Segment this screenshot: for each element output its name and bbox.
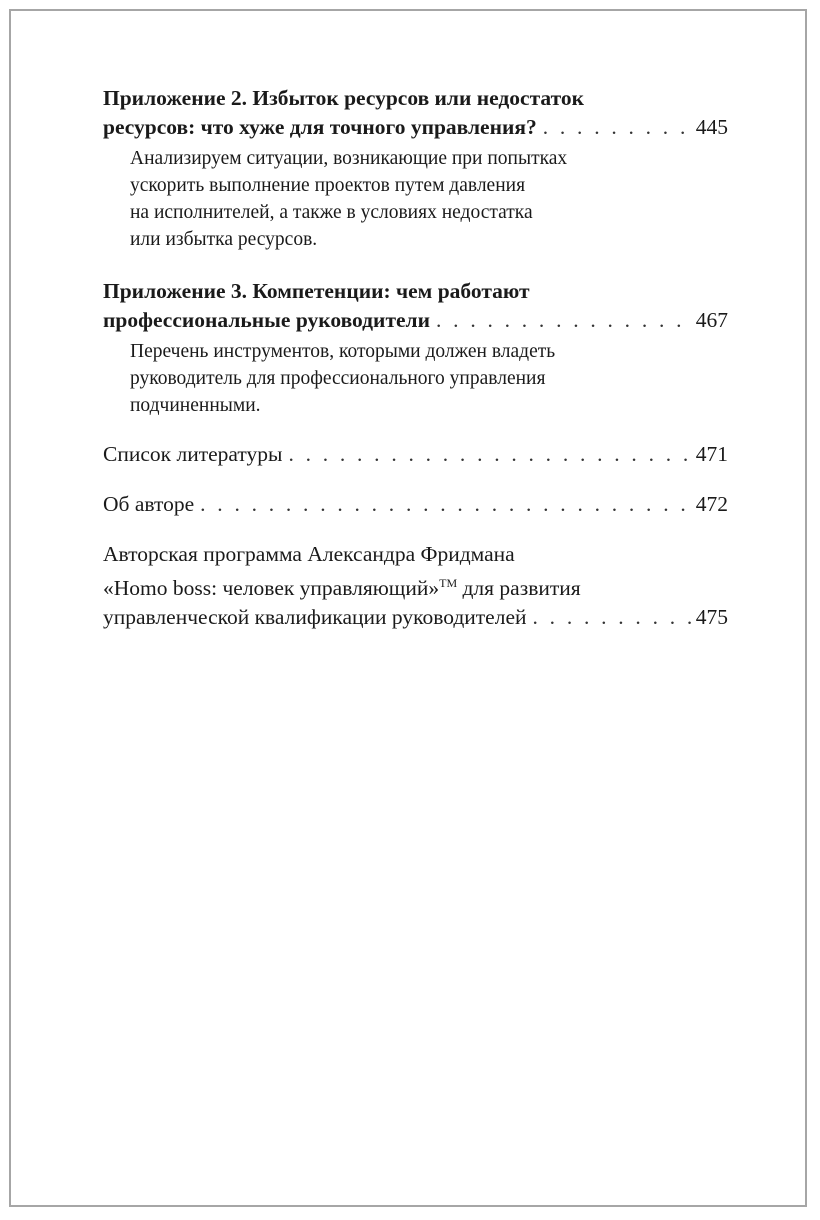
toc-entry-title: Приложение 3. Компетенции: чем работают [103, 279, 530, 303]
page-number: 471 [695, 442, 728, 466]
toc-entry-bibliography[interactable] [103, 440, 728, 469]
trademark-sign: TM [439, 576, 458, 590]
toc-entry-title-last-line [103, 440, 728, 469]
program-name: «Homo boss: человек управляющий» [103, 576, 440, 600]
toc-entry-title-line-2 [103, 569, 728, 603]
dot-leader [533, 603, 692, 632]
dot-leader [543, 113, 692, 142]
dot-leader [436, 306, 692, 335]
toc-entry-description [130, 145, 728, 253]
toc-entry-appendix-2[interactable] [103, 84, 728, 253]
toc-entry-title-last-line [103, 306, 728, 335]
toc-entry-title: управленческой квалификации руководителей [103, 605, 527, 629]
toc-entry-title: Список литературы [103, 442, 283, 466]
page-number: 445 [695, 115, 728, 139]
page-number: 475 [695, 605, 728, 629]
dot-leader [200, 490, 692, 519]
description-line: подчиненными. [130, 395, 261, 416]
dot-leader [288, 440, 691, 469]
toc-entry-title-last-line [103, 603, 728, 632]
toc-entry-title-last-line [103, 490, 728, 519]
description-line: ускорить выполнение проектов путем давления [130, 175, 526, 196]
description-line: на исполнителей, а также в условиях недостатка [130, 202, 533, 223]
toc-entry-title-last-line [103, 113, 728, 142]
description-line: Перечень инструментов, которыми должен владеть [130, 341, 556, 362]
description-line: Анализируем ситуации, возникающие при попытках [130, 148, 568, 169]
page-number: 472 [695, 492, 728, 516]
table-of-contents [103, 84, 728, 632]
toc-entry-title: профессиональные руководители [103, 308, 431, 332]
toc-entry-title: Об авторе [103, 492, 195, 516]
program-purpose: для развития [462, 576, 581, 600]
description-line: руководитель для профессионального управления [130, 368, 546, 389]
toc-entry-appendix-3[interactable] [103, 277, 728, 419]
toc-entry-author-program[interactable] [103, 540, 728, 632]
description-line: или избытка ресурсов. [130, 229, 318, 250]
toc-entry-description [130, 338, 728, 419]
page-number: 467 [695, 308, 728, 332]
toc-entry-title: Авторская программа Александра Фридмана [103, 542, 515, 566]
toc-entry-about-author[interactable] [103, 490, 728, 519]
toc-entry-title: Приложение 2. Избыток ресурсов или недостаток [103, 86, 585, 110]
toc-entry-title: ресурсов: что хуже для точного управления? [103, 115, 537, 139]
